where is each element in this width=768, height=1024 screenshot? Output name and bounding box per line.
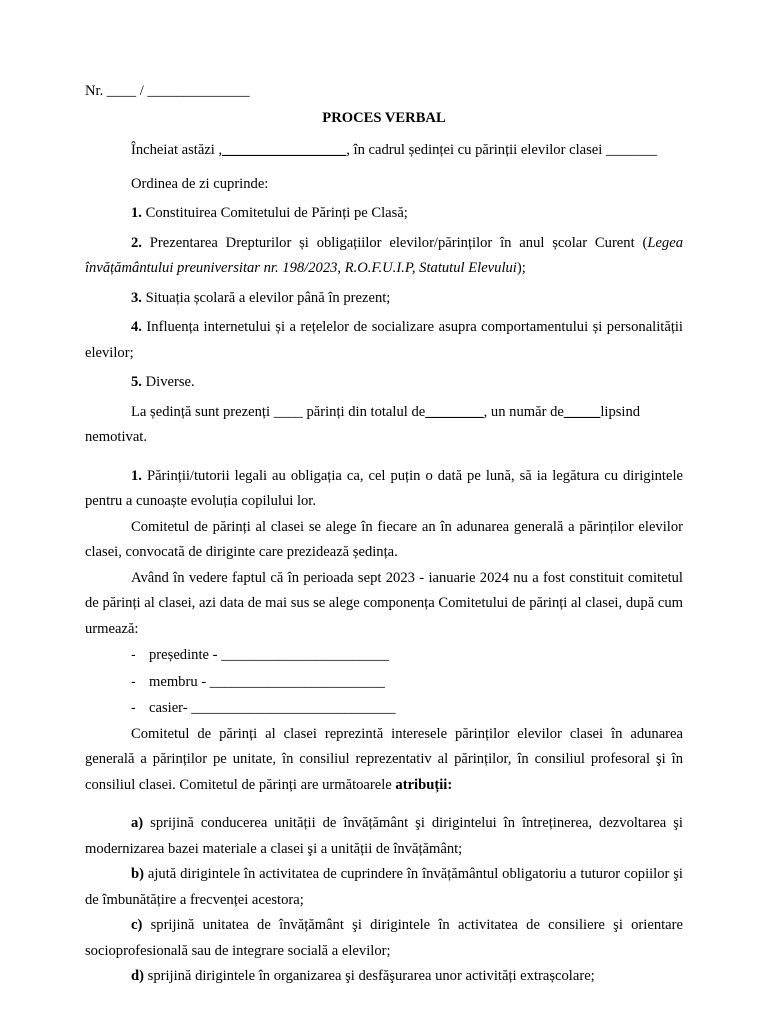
intro-paragraph [85,138,683,164]
attendance-text-1: La ședință sunt prezenți ____ părinți din totalul de [131,403,426,420]
committee-member-label: președinte - _______________________ [149,647,389,663]
attendance-text-3: lipsind nemotivat. [85,403,641,445]
committee-role-text: Comitetul de părinți al clasei reprezintă interesele părinților elevilor clasei în adunarea generală a părinților pe unitate, în consiliul reprezentativ al părinților, în consiliul profesoral şi în consiliul clasei. Comitetul de părinți are următoarele [85,725,683,793]
duty-text: sprijină dirigintele în organizarea şi desfăşurarea unor activități extrașcolare; [147,968,595,984]
committee-member-label: casier- ____________________________ [149,700,396,716]
committee-role-keyword: atribuții [395,776,448,793]
committee-role-colon: : [447,776,453,793]
agenda-item-number: 1. [131,205,142,221]
agenda-item-number: 4. [131,319,142,335]
attendance-text-2: , un număr de [483,403,564,420]
committee-member-treasurer [85,695,683,722]
intro-text-before: Încheiat astăzi , [131,142,223,158]
committee-member-president [85,642,683,669]
list-dash: - [131,699,136,715]
duty-text: sprijină unitatea de învățământ şi dirigintele în activitatea de consiliere şi orientare socioprofesională sau de integrare socială a elevilor; [85,917,683,959]
duty-letter: d) [131,968,144,984]
intro-text-after: , în cadrul ședinței cu părinții elevilor clasei [346,142,603,158]
duty-text: sprijină conducerea unității de învățământ şi dirigintelui în întreținerea, dezvoltarea şi modernizarea bazei materiale a clasei şi a unității de învățământ; [85,815,683,857]
agenda-item-text: Prezentarea Drepturilor și obligațiilor elevilor/părinților în anul școlar Curent ( [149,234,648,251]
agenda-item-1 [85,201,683,227]
agenda-item-end: ); [516,260,526,276]
absent-count-blank: _____ [563,403,601,420]
agenda-item-legal-refs: Legea învățământului preuniversitar nr. 198/2023, R.O.F.U.I.P, Statutul Elevului [85,234,683,276]
agenda-item-4 [85,315,683,366]
duty-letter: b) [131,866,144,882]
committee-context-paragraph: Având în vedere faptul că în perioada sept 2023 - ianuarie 2024 nu a fost constituit comitetul de părinți al clasei, azi data de mai sus se alege componența Comitetului de părinți al clasei, după cum urmează: [85,569,683,637]
committee-members-list [85,642,683,722]
duty-a [85,811,683,862]
agenda-item-number: 2. [131,234,142,251]
list-dash: - [131,646,136,662]
agenda-item-text: Diverse. [145,374,195,390]
class-blank: _______ [606,142,658,158]
list-dash: - [131,672,136,689]
agenda-item-text: Situația școlară a elevilor până în prezent; [145,289,391,306]
agenda-item-number: 3. [131,289,142,306]
agenda-heading: Ordinea de zi cuprinde: [131,175,269,192]
committee-election-paragraph: Comitetul de părinți al clasei se alege în fiecare an în adunarea generală a părinților elevilor clasei, convocată de diriginte care prezidează ședința. [85,518,683,560]
document-body [85,79,683,990]
document-title: PROCES VERBAL [322,109,446,126]
agenda-item-text: Influența internetului și a rețelelor de socializare asupra comportamentului și personalității elevilor; [85,319,683,361]
section-text: Părinții/tutorii legali au obligația ca, cel puțin o dată pe lună, să ia legătura cu dirigintele pentru a cunoaște evoluția copilului lor. [85,467,683,509]
total-parents-blank: ________ [425,403,484,420]
section-number: 1. [131,467,142,484]
duty-letter: a) [131,815,144,831]
duty-c [85,913,683,964]
agenda-item-5 [85,370,683,396]
agenda-item-3 [85,286,683,312]
committee-role-paragraph [85,722,683,799]
agenda-item-2 [85,231,683,282]
agenda-item-number: 5. [131,374,142,390]
document-number: Nr. ____ / ______________ [85,83,250,99]
duty-letter: c) [131,917,143,933]
duty-d [85,964,683,990]
attendance-paragraph [85,400,683,451]
duty-b [85,862,683,913]
section-1-paragraph [85,464,683,515]
committee-member-label: membru - ________________________ [149,673,385,690]
duty-text: ajută dirigintele în activitatea de cuprindere în învățământul obligatoriu a tuturor copiilor şi de îmbunătățire a frecvenței acestora; [85,866,683,908]
agenda-item-text: Constituirea Comitetului de Părinți pe Clasă; [145,205,408,221]
committee-member-member [85,669,683,696]
date-blank: _________________ [222,142,347,158]
